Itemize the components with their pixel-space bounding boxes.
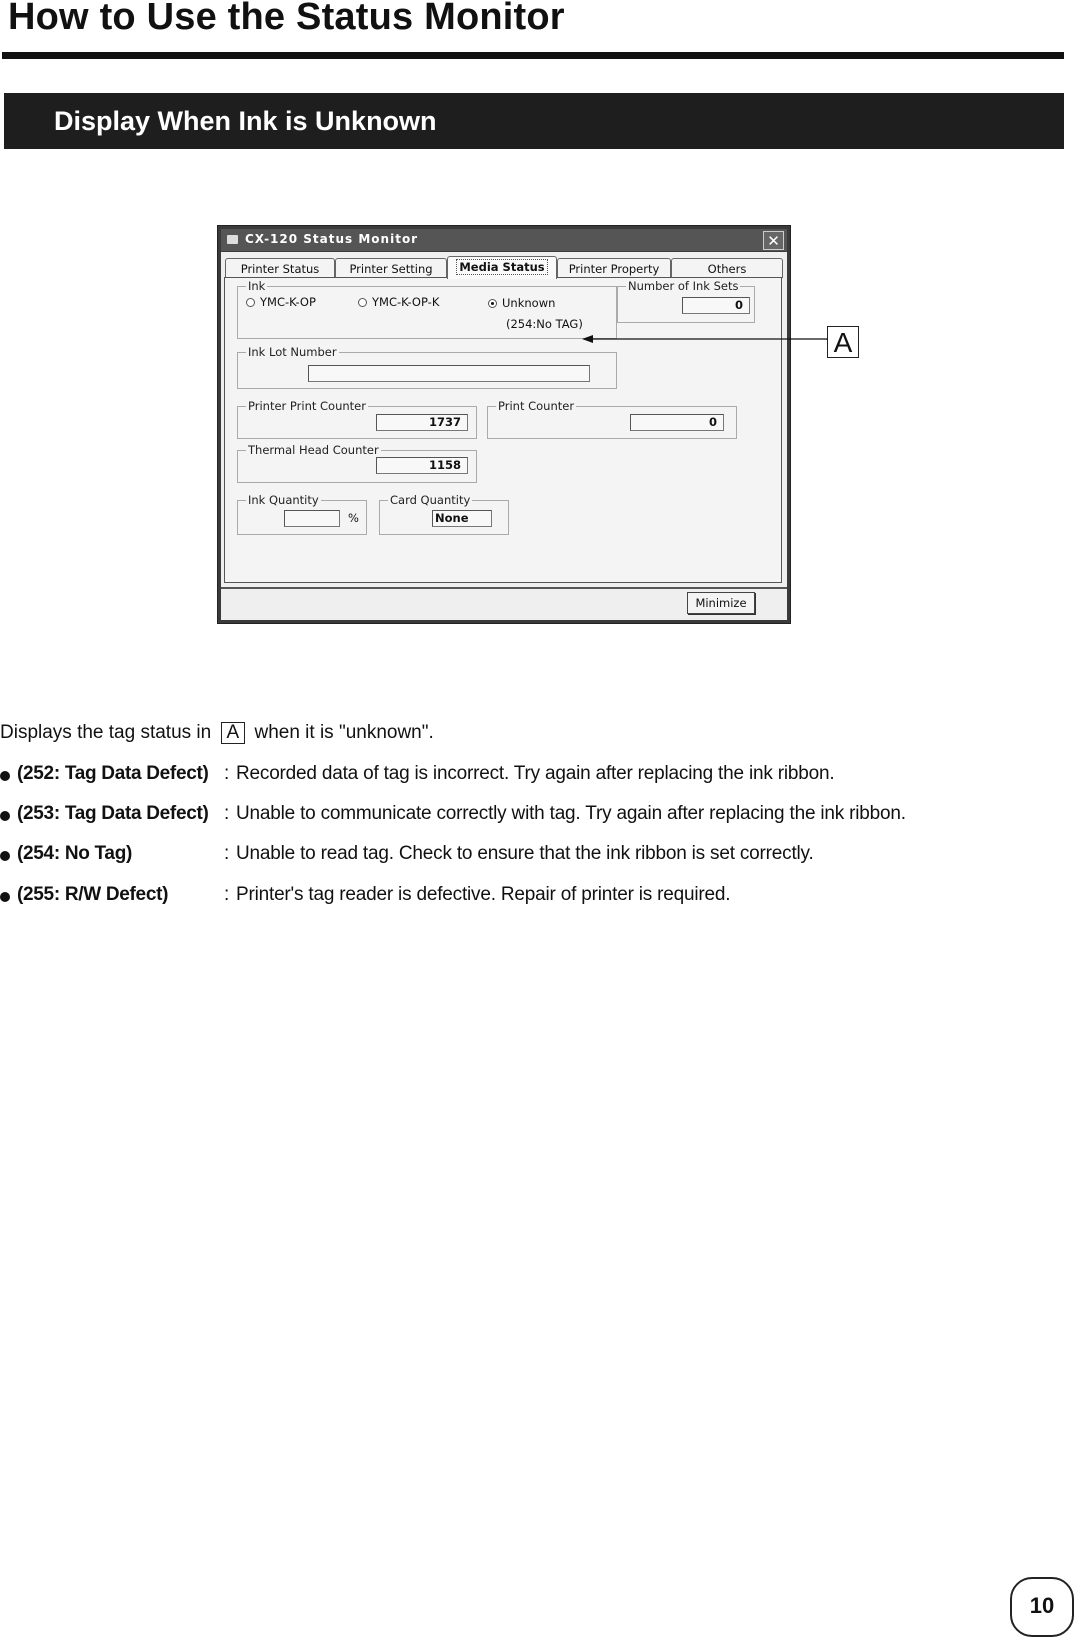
bullet-icon xyxy=(0,771,10,781)
ink-quantity-label: Ink Quantity xyxy=(248,493,319,507)
printer-print-counter-field: 1737 xyxy=(376,414,468,431)
window-app-icon xyxy=(227,235,238,244)
ink-sets-label: Number of Ink Sets xyxy=(628,279,739,293)
intro-boxed-letter: A xyxy=(221,722,246,744)
tab-media-status-label: Media Status xyxy=(456,259,547,275)
tab-printer-property[interactable]: Printer Property xyxy=(557,258,671,278)
tab-media-status[interactable] xyxy=(447,256,557,279)
ink-quantity-unit: % xyxy=(348,511,359,525)
item-description: Recorded data of tag is incorrect. Try again after replacing the ink ribbon. xyxy=(236,763,835,784)
tab-strip xyxy=(225,256,785,278)
section-title: Display When Ink is Unknown xyxy=(54,106,437,136)
media-status-panel xyxy=(224,277,782,583)
item-colon: : xyxy=(224,884,230,905)
callout-arrowhead-icon xyxy=(582,335,593,343)
ink-sets-field: 0 xyxy=(682,297,750,314)
list-item xyxy=(0,843,1000,869)
item-code: (253: Tag Data Defect) xyxy=(17,803,209,824)
bullet-icon xyxy=(0,851,10,861)
thermal-head-counter-label: Thermal Head Counter xyxy=(248,443,379,457)
ink-quantity-group xyxy=(237,493,367,535)
ink-group-label: Ink xyxy=(248,279,266,293)
bullet-icon xyxy=(0,892,10,902)
window-client xyxy=(221,252,787,620)
list-item xyxy=(0,803,1000,829)
radio-button-icon xyxy=(246,298,255,307)
radio-ymc-k-op-k[interactable] xyxy=(358,295,439,309)
callout-leader xyxy=(580,325,830,345)
status-monitor-window xyxy=(217,225,791,624)
minimize-button[interactable]: Minimize xyxy=(687,592,755,614)
ink-lot-field xyxy=(308,365,590,382)
print-counter-group xyxy=(487,399,737,439)
ink-tag-status: (254:No TAG) xyxy=(506,317,583,331)
radio-button-selected-icon xyxy=(488,299,497,308)
window-footer-divider xyxy=(221,587,787,589)
intro-before: Displays the tag status in xyxy=(0,722,212,743)
ink-group xyxy=(237,279,617,339)
page-number-badge: 10 xyxy=(1010,1577,1074,1637)
ink-lot-group xyxy=(237,345,617,389)
callout-box-a: A xyxy=(827,326,859,358)
title-rule xyxy=(2,52,1064,59)
print-counter-label: Print Counter xyxy=(498,399,575,413)
item-colon: : xyxy=(224,843,230,864)
list-item xyxy=(0,763,1000,789)
ink-quantity-field xyxy=(284,510,340,527)
thermal-head-counter-field: 1158 xyxy=(376,457,468,474)
bullet-icon xyxy=(0,811,10,821)
card-quantity-label: Card Quantity xyxy=(390,493,471,507)
card-quantity-field: None xyxy=(432,510,492,527)
card-quantity-group xyxy=(379,493,509,535)
radio-ymc-k-op-k-label: YMC-K-OP-K xyxy=(372,295,440,309)
window-titlebar xyxy=(221,229,787,251)
tab-others[interactable]: Others xyxy=(671,258,783,278)
printer-print-counter-group xyxy=(237,399,477,439)
intro-after: when it is "unknown". xyxy=(254,722,434,743)
tab-printer-status[interactable]: Printer Status xyxy=(225,258,335,278)
item-code: (255: R/W Defect) xyxy=(17,884,169,905)
item-description: Printer's tag reader is defective. Repair of printer is required. xyxy=(236,884,731,905)
item-code: (252: Tag Data Defect) xyxy=(17,763,209,784)
print-counter-field: 0 xyxy=(630,414,724,431)
radio-ymc-k-op-label: YMC-K-OP xyxy=(260,295,316,309)
radio-ymc-k-op[interactable] xyxy=(246,295,316,309)
intro-text xyxy=(0,722,434,744)
item-colon: : xyxy=(224,803,230,824)
section-bar xyxy=(4,93,1064,149)
window-close-button[interactable]: ✕ xyxy=(763,231,784,250)
radio-unknown-label: Unknown xyxy=(502,296,556,310)
radio-unknown[interactable] xyxy=(488,296,555,310)
tab-printer-setting[interactable]: Printer Setting xyxy=(335,258,447,278)
list-item xyxy=(0,884,1000,910)
printer-print-counter-label: Printer Print Counter xyxy=(248,399,366,413)
item-description: Unable to read tag. Check to ensure that the ink ribbon is set correctly. xyxy=(236,843,814,864)
item-description: Unable to communicate correctly with tag. Try again after replacing the ink ribbon. xyxy=(236,803,906,824)
thermal-head-counter-group xyxy=(237,443,477,483)
ink-sets-group xyxy=(617,279,755,323)
ink-lot-label: Ink Lot Number xyxy=(248,345,337,359)
item-colon: : xyxy=(224,763,230,784)
window-title: CX-120 Status Monitor xyxy=(245,232,419,246)
page-title: How to Use the Status Monitor xyxy=(8,0,565,38)
radio-button-icon xyxy=(358,298,367,307)
item-code: (254: No Tag) xyxy=(17,843,133,864)
